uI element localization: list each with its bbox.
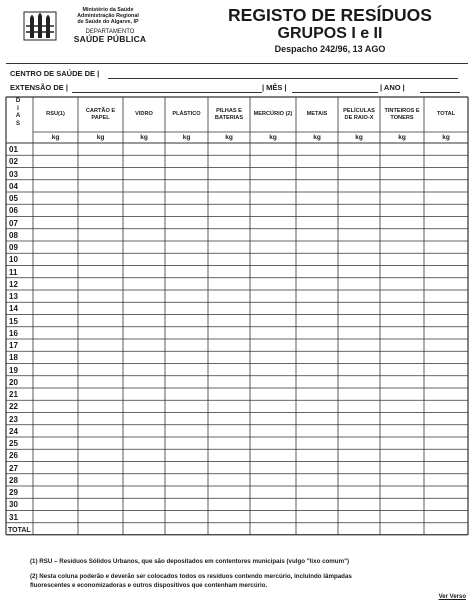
- unit-label: kg: [96, 134, 105, 141]
- unit-label: kg: [269, 134, 277, 141]
- day-label: 26: [9, 451, 18, 461]
- day-label: 23: [9, 414, 18, 424]
- mes-label: | MÊS |: [262, 83, 287, 92]
- day-label: 21: [9, 390, 18, 399]
- day-label: 08: [9, 230, 18, 240]
- day-label: 10: [9, 255, 18, 265]
- org-line: Administração Regional: [77, 13, 139, 20]
- unit-label: kg: [225, 134, 233, 141]
- day-label: 20: [9, 377, 18, 387]
- document-subtitle: Despacho 242/96, 13 AGO: [274, 44, 386, 54]
- unit-label: kg: [442, 134, 450, 141]
- day-label: 04: [9, 181, 18, 191]
- column-header: PILHAS E BATERIAS: [214, 108, 244, 121]
- column-header: METAIS: [306, 111, 328, 118]
- day-label: 27: [9, 463, 18, 473]
- centro-label: CENTRO DE SAÚDE DE |: [10, 69, 100, 78]
- dias-letter: A: [15, 113, 21, 119]
- day-label: 07: [9, 218, 18, 228]
- ano-label: | ANO |: [380, 83, 405, 92]
- column-header: PELÍCULAS DE RAIO-X: [343, 108, 375, 121]
- column-header: RSU(1): [46, 111, 65, 118]
- day-label: 05: [9, 194, 18, 203]
- day-label: 17: [9, 341, 18, 350]
- unit-label: kg: [140, 134, 148, 141]
- column-header: TOTAL: [436, 111, 456, 118]
- org-line: de Saúde do Algarve, IP: [77, 19, 139, 26]
- org-line: Ministério da Saúde: [82, 7, 134, 13]
- day-label: 30: [9, 500, 18, 510]
- unit-label: kg: [313, 134, 321, 141]
- day-label: 16: [9, 328, 18, 338]
- unit-label: kg: [182, 134, 191, 141]
- day-label: 13: [9, 292, 18, 301]
- day-label: 18: [9, 353, 18, 363]
- unit-label: kg: [355, 134, 363, 141]
- document-title: REGISTO DE RESÍDUOS: [228, 5, 432, 25]
- see-reverse-link[interactable]: Ver Verso: [438, 594, 466, 600]
- column-header: VIDRO: [135, 111, 153, 118]
- total-row-label: TOTAL: [8, 527, 31, 534]
- day-label: 31: [9, 512, 18, 522]
- column-header: PLÁSTICO: [172, 111, 201, 118]
- dias-letter: S: [15, 120, 20, 127]
- extensao-label: EXTENSÃO DE |: [10, 83, 68, 92]
- day-label: 14: [9, 304, 18, 314]
- day-label: 28: [9, 475, 18, 485]
- unit-label: kg: [51, 134, 60, 141]
- department-label: DEPARTAMENTO: [85, 29, 135, 35]
- day-label: 29: [9, 488, 18, 497]
- day-label: 11: [9, 267, 18, 277]
- day-label: 12: [9, 279, 18, 289]
- department-name: SAÚDE PÚBLICA: [73, 34, 147, 44]
- footnote-mercury: (2) Nesta coluna poderão e deverão ser colocados todos os resíduos contendo mercúrio, incluindo lâmpadas: [30, 573, 352, 580]
- day-label: 01: [9, 145, 18, 154]
- day-label: 19: [9, 365, 18, 375]
- day-label: 02: [9, 157, 18, 167]
- day-label: 25: [9, 439, 18, 448]
- day-label: 06: [9, 206, 18, 216]
- day-label: 22: [9, 402, 18, 412]
- column-header: CARTÃO E PAPEL: [85, 108, 116, 121]
- day-label: 09: [9, 243, 18, 252]
- column-header: TINTEIROS E TONERS: [384, 108, 420, 121]
- day-label: 24: [9, 426, 18, 436]
- footnote-mercury-cont: fluorescentes e economizadoras e outros dispositivos que contenham mercúrio.: [30, 582, 268, 589]
- column-header: MERCÚRIO (2): [253, 111, 293, 118]
- document-title-groups: GRUPOS I e II: [277, 25, 383, 42]
- footnote-rsu: (1) RSU – Resíduos Sólidos Urbanos, que são depositados em contentores municipais (vulgo "lixo comum"): [30, 558, 350, 565]
- day-label: 03: [9, 169, 18, 179]
- unit-label: kg: [398, 134, 406, 141]
- dias-letter: I: [17, 105, 19, 112]
- dias-column-label: [8, 98, 28, 140]
- day-label: 15: [9, 316, 18, 326]
- dias-letter: D: [15, 98, 21, 104]
